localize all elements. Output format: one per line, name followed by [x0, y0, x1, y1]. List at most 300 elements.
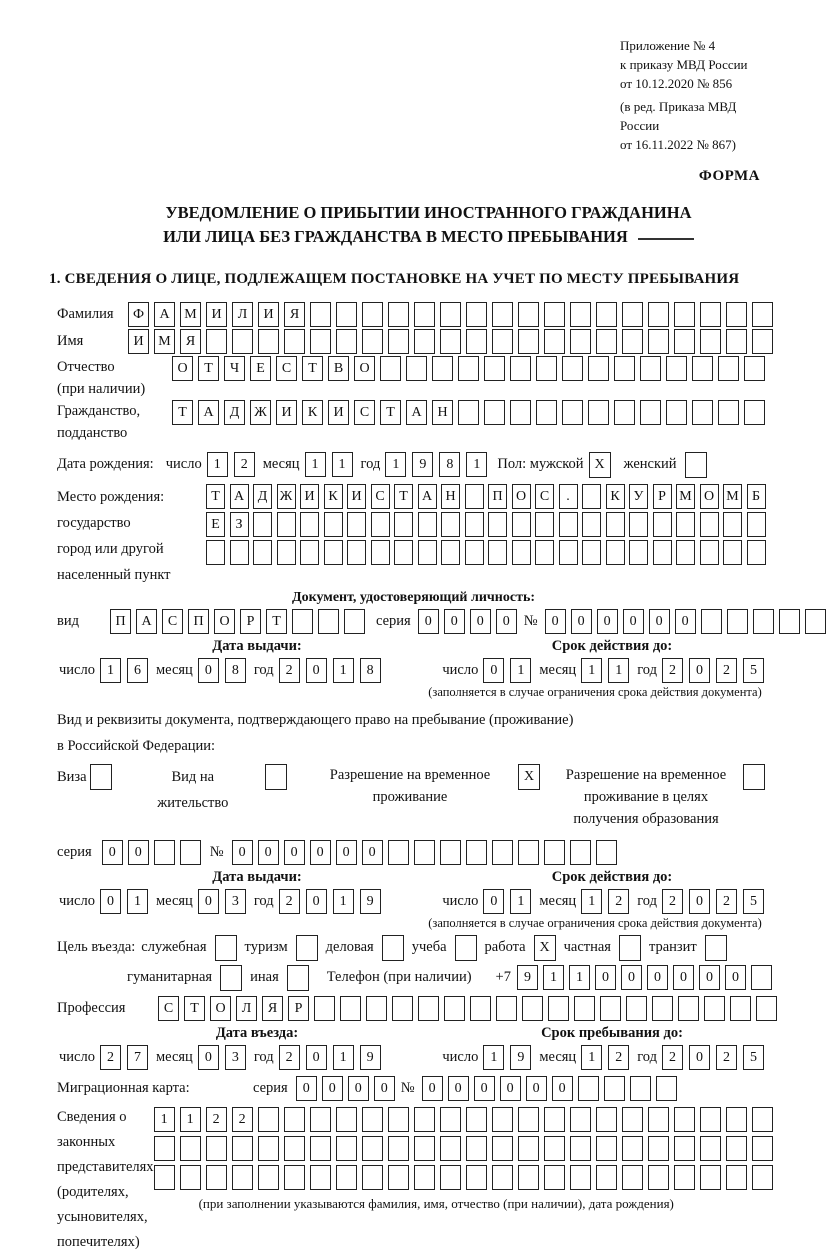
day-cell[interactable]: 9: [510, 1045, 531, 1070]
char-cell[interactable]: [640, 356, 661, 381]
char-cell[interactable]: [518, 840, 539, 865]
char-cell[interactable]: 0: [284, 840, 305, 865]
year-cell[interactable]: 8: [360, 658, 381, 683]
char-cell[interactable]: 0: [448, 1076, 469, 1101]
char-cell[interactable]: 0: [258, 840, 279, 865]
char-cell[interactable]: [458, 356, 479, 381]
year-cell[interactable]: 1: [333, 889, 354, 914]
char-cell[interactable]: [600, 996, 621, 1021]
char-cell[interactable]: [414, 302, 435, 327]
char-cell[interactable]: [614, 356, 635, 381]
char-cell[interactable]: [488, 512, 507, 537]
char-cell[interactable]: [518, 1165, 539, 1190]
char-cell[interactable]: [718, 400, 739, 425]
char-cell[interactable]: [466, 1136, 487, 1161]
char-cell[interactable]: [653, 540, 672, 565]
year-cell[interactable]: 2: [662, 889, 683, 914]
char-cell[interactable]: 2: [206, 1107, 227, 1132]
char-cell[interactable]: Е: [250, 356, 271, 381]
char-cell[interactable]: [418, 996, 439, 1021]
char-cell[interactable]: 0: [545, 609, 566, 634]
char-cell[interactable]: [518, 302, 539, 327]
char-cell[interactable]: [544, 302, 565, 327]
char-cell[interactable]: [544, 1136, 565, 1161]
year-cell[interactable]: 2: [716, 889, 737, 914]
char-cell[interactable]: [336, 329, 357, 354]
char-cell[interactable]: [606, 540, 625, 565]
char-cell[interactable]: [347, 512, 366, 537]
char-cell[interactable]: [674, 1136, 695, 1161]
char-cell[interactable]: Т: [184, 996, 205, 1021]
char-cell[interactable]: [562, 356, 583, 381]
char-cell[interactable]: [414, 840, 435, 865]
char-cell[interactable]: [588, 400, 609, 425]
char-cell[interactable]: Т: [266, 609, 287, 634]
char-cell[interactable]: [232, 1136, 253, 1161]
char-cell[interactable]: [700, 540, 719, 565]
char-cell[interactable]: [522, 996, 543, 1021]
char-cell[interactable]: 0: [336, 840, 357, 865]
char-cell[interactable]: С: [162, 609, 183, 634]
char-cell[interactable]: [465, 484, 484, 509]
char-cell[interactable]: [392, 996, 413, 1021]
char-cell[interactable]: О: [700, 484, 719, 509]
char-cell[interactable]: 0: [500, 1076, 521, 1101]
char-cell[interactable]: [578, 1076, 599, 1101]
char-cell[interactable]: [314, 996, 335, 1021]
char-cell[interactable]: И: [258, 302, 279, 327]
purpose-tourism-checkbox[interactable]: [296, 935, 318, 961]
day-cell[interactable]: 0: [483, 658, 504, 683]
year-cell[interactable]: 2: [279, 658, 300, 683]
char-cell[interactable]: [470, 996, 491, 1021]
char-cell[interactable]: [284, 1136, 305, 1161]
char-cell[interactable]: [622, 329, 643, 354]
char-cell[interactable]: [656, 1076, 677, 1101]
month-cell[interactable]: 1: [332, 452, 353, 477]
char-cell[interactable]: 0: [552, 1076, 573, 1101]
char-cell[interactable]: Б: [747, 484, 766, 509]
char-cell[interactable]: [570, 329, 591, 354]
char-cell[interactable]: [678, 996, 699, 1021]
char-cell[interactable]: [492, 302, 513, 327]
char-cell[interactable]: [596, 1107, 617, 1132]
char-cell[interactable]: [232, 329, 253, 354]
year-cell[interactable]: 0: [306, 1045, 327, 1070]
day-cell[interactable]: 7: [127, 1045, 148, 1070]
day-cell[interactable]: 1: [127, 889, 148, 914]
year-cell[interactable]: 5: [743, 1045, 764, 1070]
char-cell[interactable]: [666, 400, 687, 425]
char-cell[interactable]: [371, 540, 390, 565]
year-cell[interactable]: 2: [279, 889, 300, 914]
char-cell[interactable]: [488, 540, 507, 565]
day-cell[interactable]: 6: [127, 658, 148, 683]
month-cell[interactable]: 2: [608, 889, 629, 914]
char-cell[interactable]: Ж: [250, 400, 271, 425]
char-cell[interactable]: [465, 540, 484, 565]
year-cell[interactable]: 1: [466, 452, 487, 477]
month-cell[interactable]: 3: [225, 889, 246, 914]
char-cell[interactable]: [180, 840, 201, 865]
char-cell[interactable]: С: [371, 484, 390, 509]
char-cell[interactable]: [574, 996, 595, 1021]
char-cell[interactable]: [596, 1136, 617, 1161]
char-cell[interactable]: [466, 840, 487, 865]
char-cell[interactable]: [310, 1136, 331, 1161]
char-cell[interactable]: [324, 512, 343, 537]
char-cell[interactable]: [465, 512, 484, 537]
day-cell[interactable]: 1: [207, 452, 228, 477]
char-cell[interactable]: [414, 329, 435, 354]
char-cell[interactable]: [674, 1107, 695, 1132]
char-cell[interactable]: [418, 540, 437, 565]
char-cell[interactable]: З: [230, 512, 249, 537]
char-cell[interactable]: [596, 1165, 617, 1190]
purpose-business-checkbox[interactable]: [215, 935, 237, 961]
char-cell[interactable]: Ж: [277, 484, 296, 509]
char-cell[interactable]: [700, 329, 721, 354]
char-cell[interactable]: [648, 1165, 669, 1190]
char-cell[interactable]: Р: [288, 996, 309, 1021]
char-cell[interactable]: Т: [172, 400, 193, 425]
char-cell[interactable]: С: [276, 356, 297, 381]
char-cell[interactable]: [752, 302, 773, 327]
char-cell[interactable]: [492, 329, 513, 354]
char-cell[interactable]: П: [488, 484, 507, 509]
char-cell[interactable]: [206, 329, 227, 354]
char-cell[interactable]: Я: [180, 329, 201, 354]
char-cell[interactable]: [588, 356, 609, 381]
char-cell[interactable]: [206, 1165, 227, 1190]
char-cell[interactable]: [622, 1136, 643, 1161]
char-cell[interactable]: [466, 1107, 487, 1132]
char-cell[interactable]: [371, 512, 390, 537]
year-cell[interactable]: 0: [689, 1045, 710, 1070]
char-cell[interactable]: 1: [154, 1107, 175, 1132]
char-cell[interactable]: [258, 1107, 279, 1132]
char-cell[interactable]: [805, 609, 826, 634]
char-cell[interactable]: [622, 1107, 643, 1132]
char-cell[interactable]: [510, 356, 531, 381]
month-cell[interactable]: 0: [198, 1045, 219, 1070]
char-cell[interactable]: [606, 512, 625, 537]
char-cell[interactable]: [414, 1107, 435, 1132]
char-cell[interactable]: М: [676, 484, 695, 509]
year-cell[interactable]: 1: [385, 452, 406, 477]
char-cell[interactable]: 0: [470, 609, 491, 634]
char-cell[interactable]: [676, 540, 695, 565]
female-checkbox[interactable]: [685, 452, 707, 478]
char-cell[interactable]: [692, 356, 713, 381]
day-cell[interactable]: 1: [100, 658, 121, 683]
char-cell[interactable]: [614, 400, 635, 425]
char-cell[interactable]: [414, 1165, 435, 1190]
residence-permit-checkbox[interactable]: [265, 764, 287, 790]
char-cell[interactable]: [512, 512, 531, 537]
char-cell[interactable]: [559, 512, 578, 537]
char-cell[interactable]: П: [188, 609, 209, 634]
char-cell[interactable]: Д: [224, 400, 245, 425]
char-cell[interactable]: [362, 1165, 383, 1190]
char-cell[interactable]: [700, 1136, 721, 1161]
month-cell[interactable]: 1: [608, 658, 629, 683]
char-cell[interactable]: 0: [649, 609, 670, 634]
char-cell[interactable]: [582, 540, 601, 565]
char-cell[interactable]: Т: [380, 400, 401, 425]
char-cell[interactable]: А: [198, 400, 219, 425]
month-cell[interactable]: 1: [305, 452, 326, 477]
char-cell[interactable]: [388, 1136, 409, 1161]
char-cell[interactable]: А: [154, 302, 175, 327]
year-cell[interactable]: 0: [689, 658, 710, 683]
month-cell[interactable]: 1: [581, 1045, 602, 1070]
char-cell[interactable]: [388, 1165, 409, 1190]
char-cell[interactable]: [310, 1165, 331, 1190]
char-cell[interactable]: О: [210, 996, 231, 1021]
char-cell[interactable]: [779, 609, 800, 634]
char-cell[interactable]: 0: [322, 1076, 343, 1101]
char-cell[interactable]: 1: [543, 965, 564, 990]
year-cell[interactable]: 9: [360, 1045, 381, 1070]
char-cell[interactable]: [744, 356, 765, 381]
char-cell[interactable]: [596, 840, 617, 865]
char-cell[interactable]: [440, 329, 461, 354]
char-cell[interactable]: [535, 512, 554, 537]
char-cell[interactable]: [258, 329, 279, 354]
char-cell[interactable]: [466, 329, 487, 354]
char-cell[interactable]: И: [276, 400, 297, 425]
char-cell[interactable]: [206, 540, 225, 565]
char-cell[interactable]: [258, 1136, 279, 1161]
visa-checkbox[interactable]: [90, 764, 112, 790]
char-cell[interactable]: [444, 996, 465, 1021]
purpose-work-checkbox[interactable]: X: [534, 935, 556, 961]
char-cell[interactable]: .: [559, 484, 578, 509]
char-cell[interactable]: Р: [240, 609, 261, 634]
char-cell[interactable]: [726, 1107, 747, 1132]
char-cell[interactable]: [700, 302, 721, 327]
char-cell[interactable]: [744, 400, 765, 425]
char-cell[interactable]: Н: [432, 400, 453, 425]
purpose-transit-checkbox[interactable]: [705, 935, 727, 961]
char-cell[interactable]: [544, 329, 565, 354]
char-cell[interactable]: [648, 302, 669, 327]
char-cell[interactable]: С: [354, 400, 375, 425]
char-cell[interactable]: 0: [232, 840, 253, 865]
char-cell[interactable]: [570, 1165, 591, 1190]
char-cell[interactable]: [747, 512, 766, 537]
char-cell[interactable]: [344, 609, 365, 634]
char-cell[interactable]: Я: [284, 302, 305, 327]
char-cell[interactable]: [336, 1136, 357, 1161]
char-cell[interactable]: [726, 302, 747, 327]
char-cell[interactable]: 0: [310, 840, 331, 865]
char-cell[interactable]: А: [406, 400, 427, 425]
char-cell[interactable]: Д: [253, 484, 272, 509]
char-cell[interactable]: [310, 1107, 331, 1132]
day-cell[interactable]: 1: [483, 1045, 504, 1070]
char-cell[interactable]: Н: [441, 484, 460, 509]
char-cell[interactable]: [548, 996, 569, 1021]
char-cell[interactable]: [629, 540, 648, 565]
char-cell[interactable]: [701, 609, 722, 634]
char-cell[interactable]: 0: [496, 609, 517, 634]
day-cell[interactable]: 1: [510, 889, 531, 914]
char-cell[interactable]: [752, 1165, 773, 1190]
char-cell[interactable]: 0: [526, 1076, 547, 1101]
char-cell[interactable]: [562, 400, 583, 425]
month-cell[interactable]: 0: [198, 658, 219, 683]
char-cell[interactable]: [362, 1107, 383, 1132]
char-cell[interactable]: [388, 329, 409, 354]
char-cell[interactable]: П: [110, 609, 131, 634]
char-cell[interactable]: [496, 996, 517, 1021]
char-cell[interactable]: [394, 512, 413, 537]
char-cell[interactable]: 0: [418, 609, 439, 634]
char-cell[interactable]: [441, 512, 460, 537]
char-cell[interactable]: [340, 996, 361, 1021]
male-checkbox[interactable]: X: [589, 452, 611, 478]
char-cell[interactable]: И: [128, 329, 149, 354]
char-cell[interactable]: 0: [474, 1076, 495, 1101]
char-cell[interactable]: [253, 512, 272, 537]
char-cell[interactable]: 0: [621, 965, 642, 990]
char-cell[interactable]: И: [328, 400, 349, 425]
char-cell[interactable]: [180, 1136, 201, 1161]
char-cell[interactable]: [492, 1107, 513, 1132]
char-cell[interactable]: [277, 540, 296, 565]
month-cell[interactable]: 2: [608, 1045, 629, 1070]
char-cell[interactable]: [440, 1136, 461, 1161]
char-cell[interactable]: [518, 329, 539, 354]
char-cell[interactable]: [518, 1136, 539, 1161]
char-cell[interactable]: [324, 540, 343, 565]
char-cell[interactable]: [700, 512, 719, 537]
char-cell[interactable]: [154, 1136, 175, 1161]
char-cell[interactable]: М: [180, 302, 201, 327]
char-cell[interactable]: [648, 1107, 669, 1132]
char-cell[interactable]: 0: [362, 840, 383, 865]
char-cell[interactable]: [394, 540, 413, 565]
char-cell[interactable]: [253, 540, 272, 565]
char-cell[interactable]: [704, 996, 725, 1021]
year-cell[interactable]: 0: [306, 889, 327, 914]
char-cell[interactable]: [723, 540, 742, 565]
month-cell[interactable]: 1: [581, 889, 602, 914]
char-cell[interactable]: [544, 840, 565, 865]
char-cell[interactable]: 1: [569, 965, 590, 990]
char-cell[interactable]: О: [354, 356, 375, 381]
char-cell[interactable]: [292, 609, 313, 634]
month-cell[interactable]: 8: [225, 658, 246, 683]
purpose-humanitarian-checkbox[interactable]: [220, 965, 242, 991]
char-cell[interactable]: [440, 1165, 461, 1190]
char-cell[interactable]: [318, 609, 339, 634]
char-cell[interactable]: [622, 302, 643, 327]
year-cell[interactable]: 8: [439, 452, 460, 477]
char-cell[interactable]: [674, 302, 695, 327]
char-cell[interactable]: [466, 1165, 487, 1190]
year-cell[interactable]: 0: [306, 658, 327, 683]
char-cell[interactable]: В: [328, 356, 349, 381]
char-cell[interactable]: [640, 400, 661, 425]
char-cell[interactable]: [336, 1107, 357, 1132]
char-cell[interactable]: 1: [180, 1107, 201, 1132]
char-cell[interactable]: [484, 356, 505, 381]
char-cell[interactable]: [596, 329, 617, 354]
year-cell[interactable]: 2: [662, 1045, 683, 1070]
char-cell[interactable]: Я: [262, 996, 283, 1021]
char-cell[interactable]: [752, 1107, 773, 1132]
char-cell[interactable]: А: [136, 609, 157, 634]
char-cell[interactable]: [536, 400, 557, 425]
char-cell[interactable]: 9: [517, 965, 538, 990]
char-cell[interactable]: М: [723, 484, 742, 509]
char-cell[interactable]: [630, 1076, 651, 1101]
char-cell[interactable]: [388, 302, 409, 327]
char-cell[interactable]: [230, 540, 249, 565]
char-cell[interactable]: [596, 302, 617, 327]
purpose-other-checkbox[interactable]: [287, 965, 309, 991]
temp-residence-edu-checkbox[interactable]: [743, 764, 765, 790]
char-cell[interactable]: [380, 356, 401, 381]
char-cell[interactable]: [366, 996, 387, 1021]
char-cell[interactable]: [700, 1107, 721, 1132]
year-cell[interactable]: 2: [279, 1045, 300, 1070]
char-cell[interactable]: [336, 302, 357, 327]
char-cell[interactable]: [726, 329, 747, 354]
char-cell[interactable]: 0: [725, 965, 746, 990]
char-cell[interactable]: М: [154, 329, 175, 354]
char-cell[interactable]: 0: [128, 840, 149, 865]
char-cell[interactable]: К: [324, 484, 343, 509]
char-cell[interactable]: Т: [206, 484, 225, 509]
char-cell[interactable]: [362, 329, 383, 354]
char-cell[interactable]: [492, 1165, 513, 1190]
char-cell[interactable]: [726, 1165, 747, 1190]
char-cell[interactable]: [432, 356, 453, 381]
char-cell[interactable]: У: [629, 484, 648, 509]
char-cell[interactable]: [674, 329, 695, 354]
year-cell[interactable]: 2: [716, 658, 737, 683]
char-cell[interactable]: Л: [236, 996, 257, 1021]
char-cell[interactable]: [300, 540, 319, 565]
char-cell[interactable]: Л: [232, 302, 253, 327]
char-cell[interactable]: 0: [699, 965, 720, 990]
char-cell[interactable]: [559, 540, 578, 565]
char-cell[interactable]: 0: [374, 1076, 395, 1101]
year-cell[interactable]: 0: [689, 889, 710, 914]
year-cell[interactable]: 9: [412, 452, 433, 477]
char-cell[interactable]: [726, 1136, 747, 1161]
char-cell[interactable]: [388, 1107, 409, 1132]
year-cell[interactable]: 5: [743, 889, 764, 914]
char-cell[interactable]: [629, 512, 648, 537]
char-cell[interactable]: [535, 540, 554, 565]
char-cell[interactable]: Е: [206, 512, 225, 537]
char-cell[interactable]: 0: [102, 840, 123, 865]
char-cell[interactable]: [284, 1107, 305, 1132]
char-cell[interactable]: [258, 1165, 279, 1190]
char-cell[interactable]: [180, 1165, 201, 1190]
char-cell[interactable]: Т: [198, 356, 219, 381]
char-cell[interactable]: А: [418, 484, 437, 509]
char-cell[interactable]: [544, 1107, 565, 1132]
char-cell[interactable]: [362, 302, 383, 327]
purpose-study-checkbox[interactable]: [455, 935, 477, 961]
year-cell[interactable]: 1: [333, 1045, 354, 1070]
